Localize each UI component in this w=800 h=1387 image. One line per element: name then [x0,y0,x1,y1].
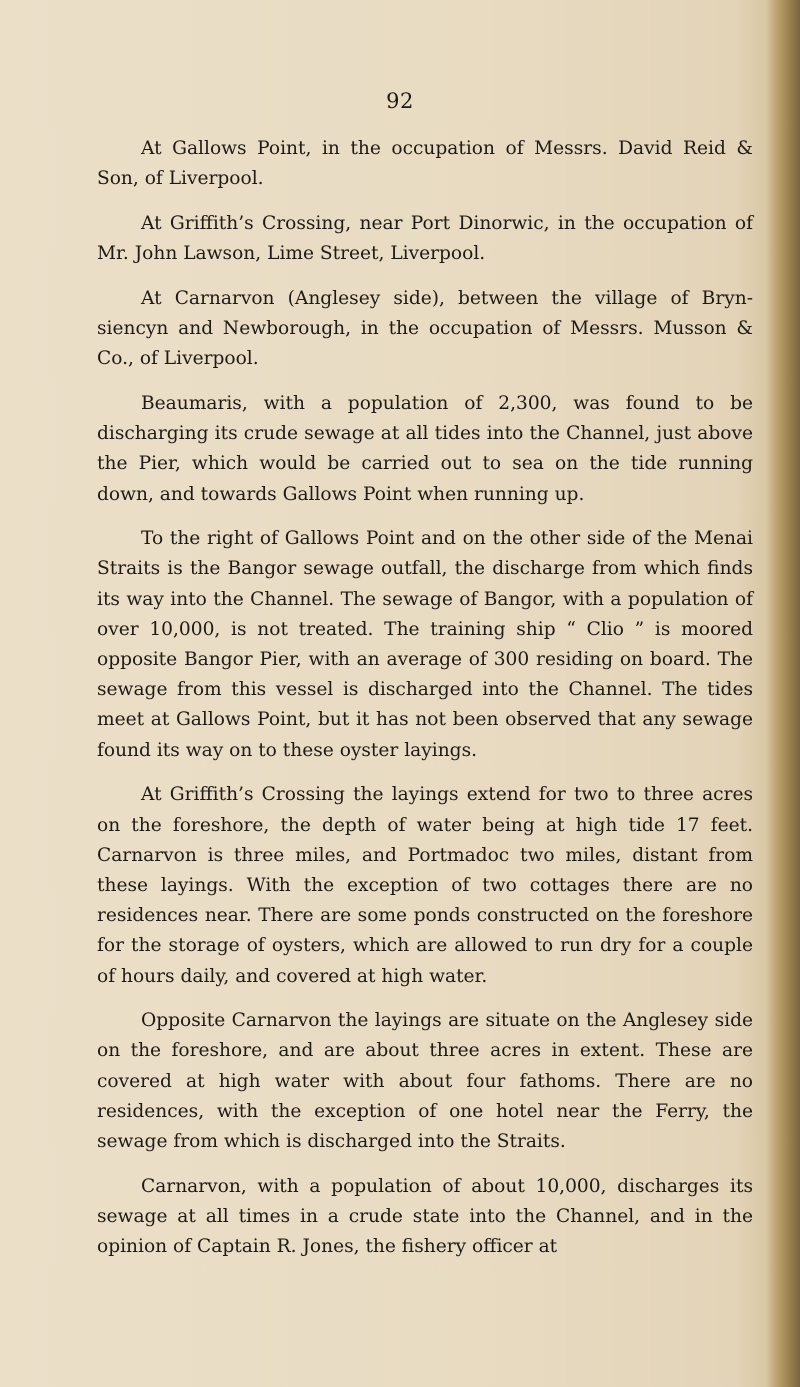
paragraph-griffiths-layings: At Griffith’s Crossing the layings extend for two to three acres on the foreshore, the depth of water being at high tide 17 feet. Carnarvon is three miles, and Portmadoc two miles, distant from these layings. With the exception of two cottages there are no residences near. There are some ponds constructed on the foreshore for the storage of oysters, which are allowed to run dry for a couple of hours daily, and covered at high water. [97,784,753,987]
page-number: 92 [386,89,414,113]
paragraph-bangor-outfall: To the right of Gallows Point and on the other side of the Menai Straits is the Bangor sewage outfall, the discharge from which finds its way into the Channel. The sewage of Bangor, with a population of over 10,000, is not treated. The training ship “ Clio ” is moored opposite Bangor Pier, with an average of 300 residing on board. The sewage from this vessel is discharged into the Channel. The tides meet at Gallows Point, but it has not been observed that any sewage found its way on to these oyster layings. [97,528,753,761]
paragraph-opposite-carnarvon: Opposite Carnarvon the layings are situate on the Anglesey side on the foreshore, and are about three acres in extent. These are covered at high water with about four fathoms. There are no residences, with the exception of one hotel near the Ferry, the sewage from which is discharged into the Straits. [97,1010,753,1153]
paragraph-gallows-point: At Gallows Point, in the occupation of Messrs. David Reid & Son, of Liverpool. [97,138,753,190]
page-edge-shadow [766,0,800,1387]
paragraph-griffiths-crossing: At Griffith’s Crossing, near Port Dinorwic, in the occupation of Mr. John Lawson, Lime Street, Liverpool. [97,212,753,265]
paragraph-carnarvon-population: Carnarvon, with a population of about 10,000, discharges its sewage at all times in a crude state into the Channel, and in the opinion of Captain R. Jones, the fishery officer at [97,1175,753,1258]
paragraph-carnarvon-anglesey: At Carnarvon (Anglesey side), between the village of Bryn-siencyn and Newborough, in the occupation of Messrs. Musson & Co., of Liverpool. [97,287,753,370]
paragraph-beaumaris: Beaumaris, with a population of 2,300, was found to be discharging its crude sewage at all tides into the Channel, just above the Pier, which would be carried out to sea on the tide running down, and towards Gallows Point when running up. [97,392,753,505]
body-text [97,134,753,1277]
